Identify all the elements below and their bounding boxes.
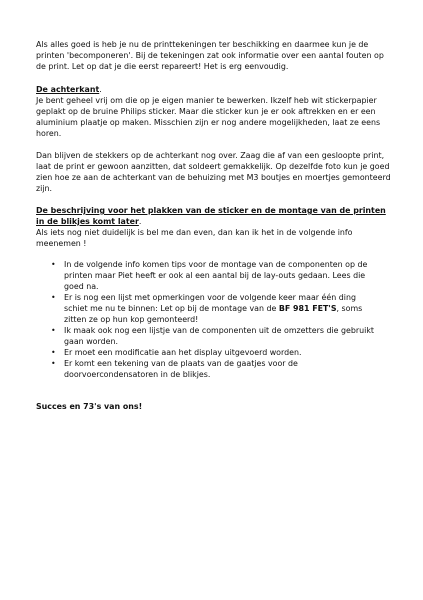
intro-paragraph: Als alles goed is heb je nu de printtekeningen ter beschikking en daarmee kun je de printen 'becomponeren'. Bij de tekeningen zat ook informatie over een aantal fouten op de print. Let op dat je die eerst repareert! Het is erg eenvoudig. (36, 40, 384, 71)
list-item-text: , soms zitten ze op hun kop gemonteerd! (64, 304, 363, 324)
fet-type-emphasis: BF 981 FET'S (278, 304, 337, 313)
list-item-text: In de volgende info komen tips voor de montage van de componenten op de printen maar Piet heeft er ook al een aantal bij de lay-outs gedaan. Lees die goed na. (64, 260, 368, 291)
beschrijving-section (36, 205, 394, 249)
list-item (36, 292, 374, 325)
list-item-text: Ik maak ook nog een lijstje van de componenten uit de omzetters die gebruikt gaan worden. (64, 326, 374, 346)
achterkant-body: Je bent geheel vrij om die op je eigen manier te bewerken. Ikzelf heb wit stickerpapier geplakt op de bruine Philips sticker. Maar die sticker kun je er ook aftrekken en er een aluminium plaatje op maken. Misschien zijn er nog andere mogelijkheden, laat ze eens horen. (36, 96, 381, 138)
list-item-text: Er moet een modificatie aan het display uitgevoerd worden. (64, 348, 302, 357)
achterkant-heading-suffix: . (99, 85, 102, 94)
beschrijving-body: Als iets nog niet duidelijk is bel me dan even, dan kan ik het in de volgende info meenemen ! (36, 228, 353, 248)
bullet-marker: • (51, 293, 56, 302)
beschrijving-heading-suffix: . (138, 217, 142, 226)
bullet-marker: • (51, 326, 56, 335)
document-page (36, 39, 394, 412)
list-item-text: Er is nog een lijst met opmerkingen voor de volgende keer maar één ding schiet me nu te binnen: Let op bij de montage van de (64, 293, 356, 313)
achterkant-heading: De achterkant (36, 85, 100, 94)
beschrijving-heading: De beschrijving voor het plakken van de sticker en de montage van de printen in de blikjes komt later (36, 206, 386, 226)
bullet-marker: • (51, 260, 56, 269)
list-item (36, 347, 374, 358)
bullet-marker: • (51, 359, 56, 368)
stekkers-paragraph: Dan blijven de stekkers op de achterkant nog over. Zaag die af van een gesloopte print, laat de print er gewoon aanzitten, dat soldeert gemakkelijk. Op dezelfde foto kun je goed zien hoe ze aan de achterkant van de behuizing met M3 boutjes en moertjes gemonteerd zijn. (36, 151, 391, 193)
bullet-marker: • (51, 348, 56, 357)
achterkant-section (36, 84, 394, 139)
list-item-text: Er komt een tekening van de plaats van de gaatjes voor de doorvoercondensatoren in de blikjes. (64, 359, 298, 379)
list-item (36, 325, 374, 347)
closing-greeting: Succes en 73's van ons! (36, 402, 143, 411)
list-item (36, 358, 374, 380)
info-bullet-list (36, 259, 394, 380)
list-item (36, 259, 374, 292)
